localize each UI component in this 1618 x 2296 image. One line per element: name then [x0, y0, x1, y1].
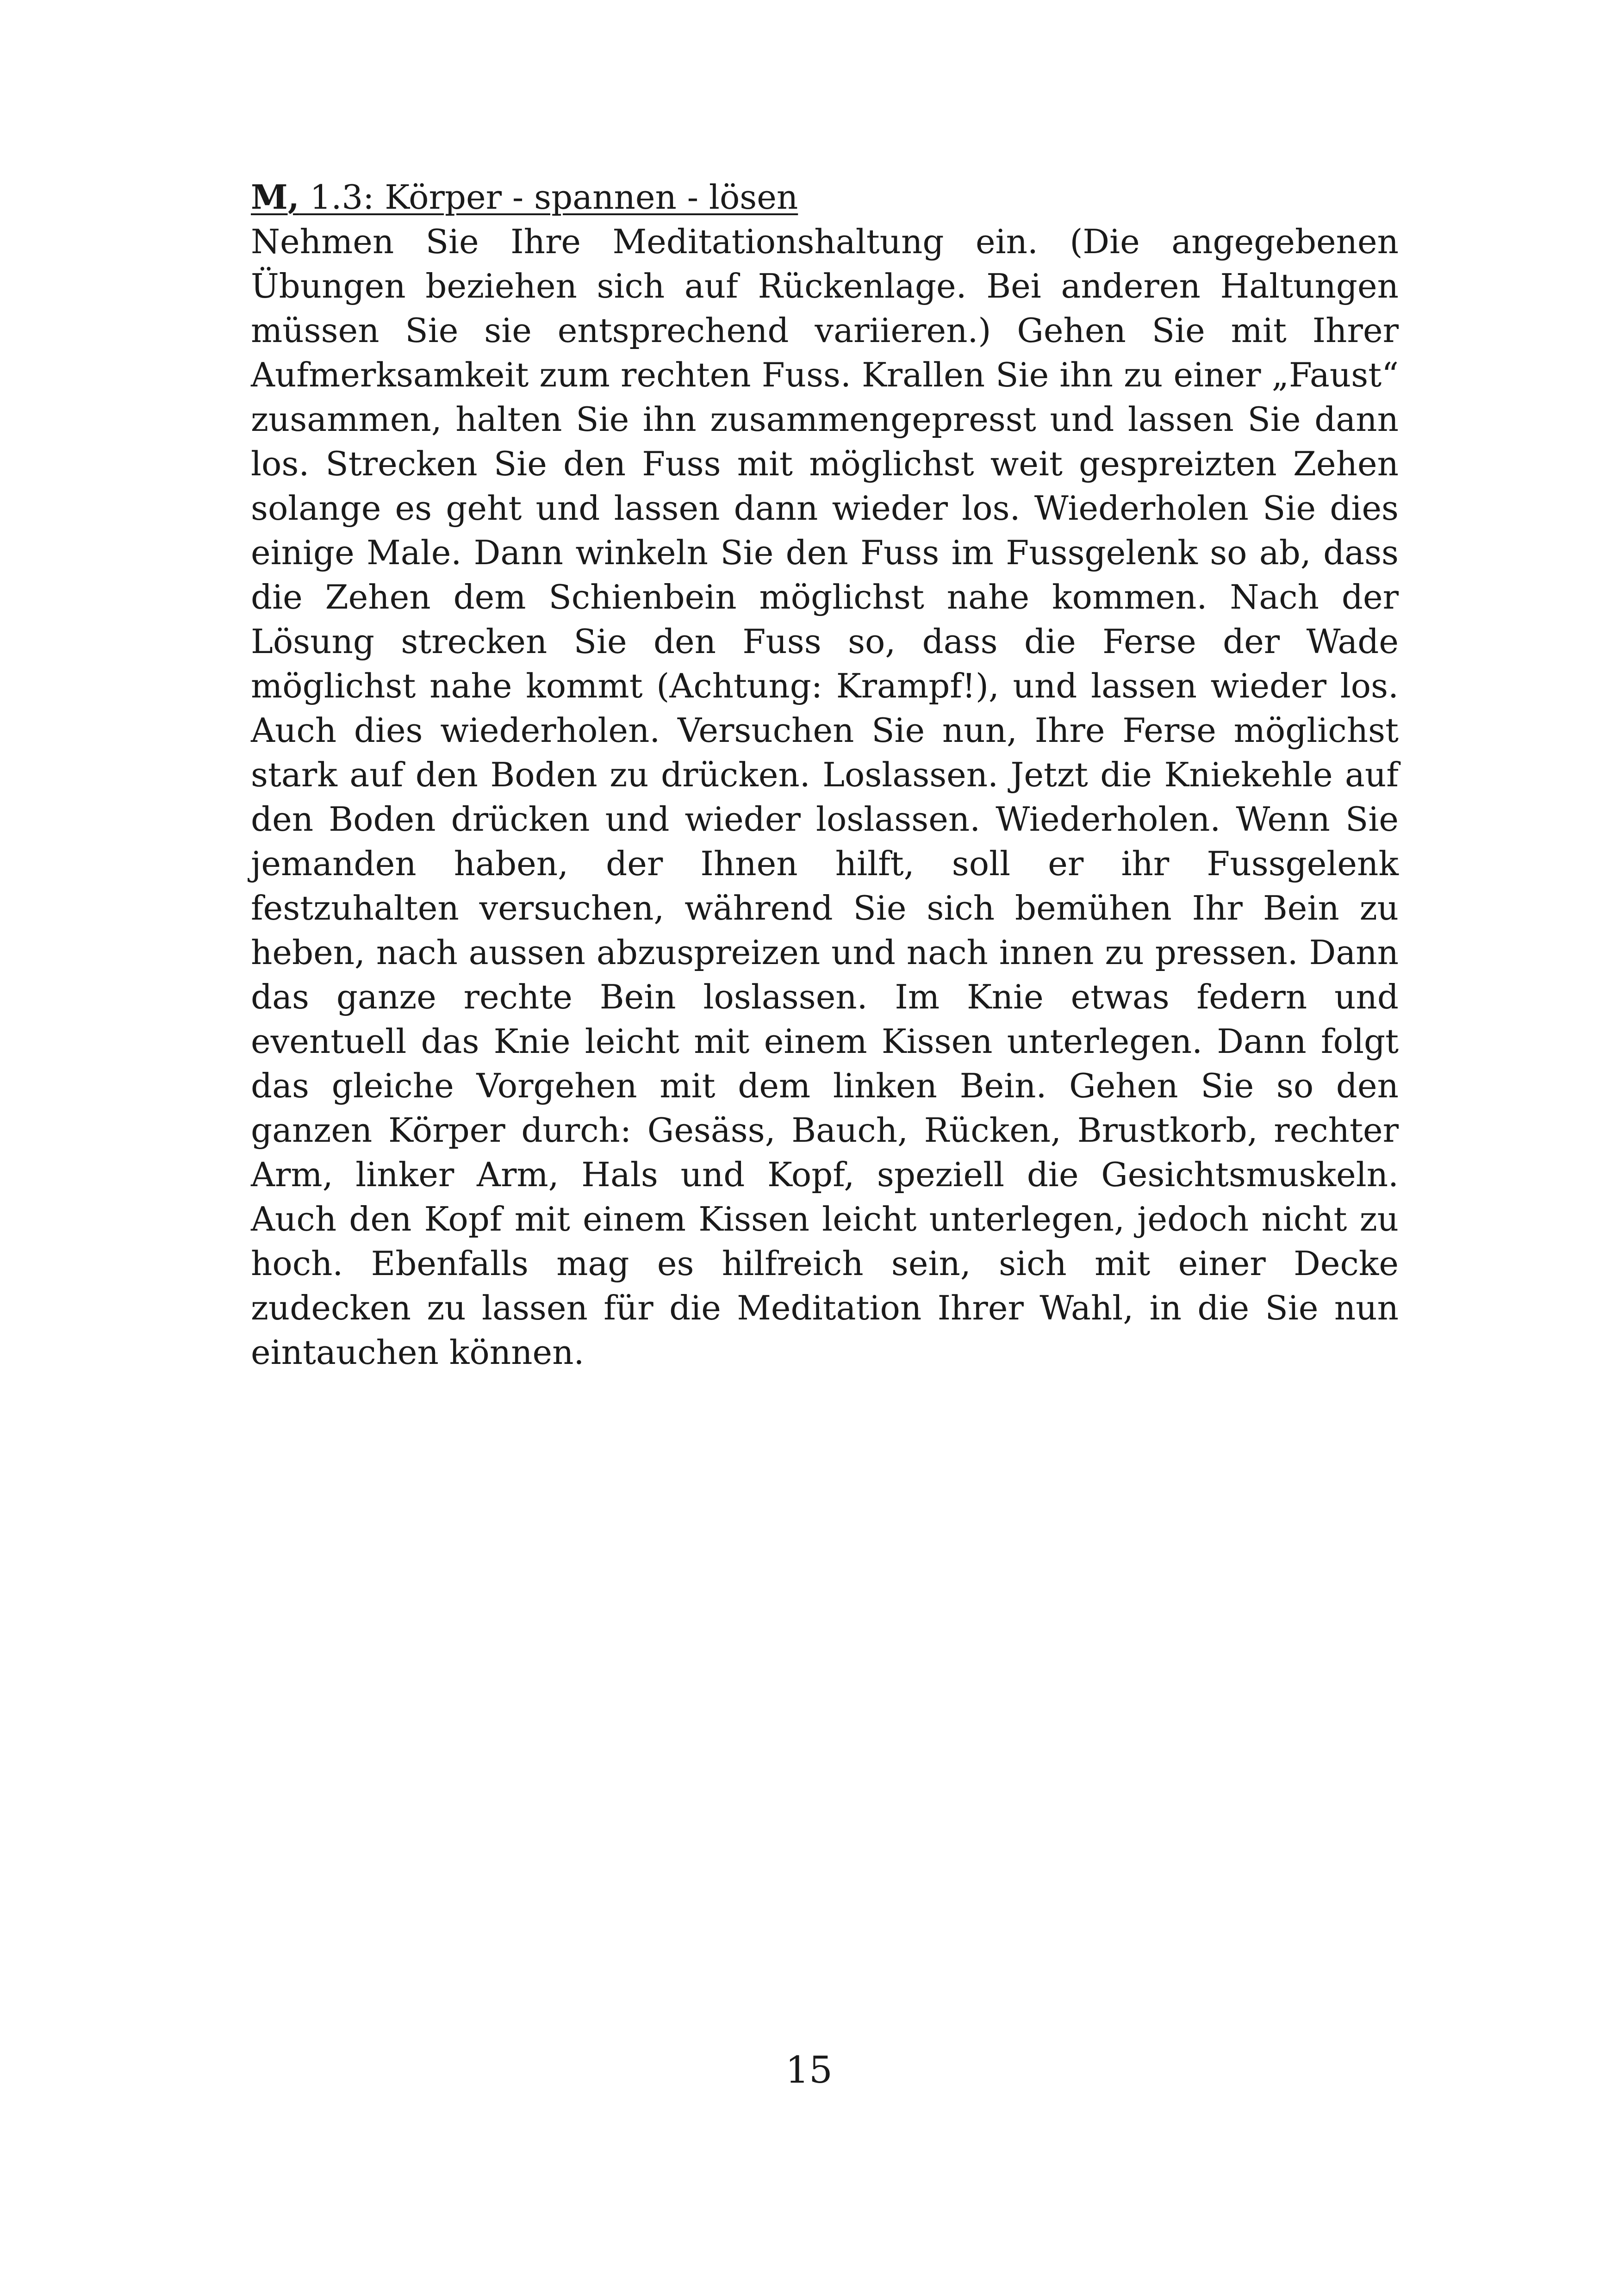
page-number: 15 [785, 2048, 833, 2091]
section-label: M, [251, 177, 299, 217]
body-paragraph: Nehmen Sie Ihre Meditationshaltung ein. (Die angegebenen Übungen beziehen sich auf Rückenlage. Bei anderen Haltungen müssen Sie sie entsprechend variieren.) Gehen Sie mit Ihrer Aufmerksamkeit zum rechten Fuss. Krallen Sie ihn zu einer „Faust“ zusammen, halten Sie ihn zusammengepresst und lassen Sie dann los. Strecken Sie den Fuss mit möglichst weit gespreizten Zehen solange es geht und lassen dann wieder los. Wiederholen Sie dies einige Male. Dann winkeln Sie den Fuss im Fussgelenk so ab, dass die Zehen dem Schienbein möglichst nahe kommen. Nach der Lösung strecken Sie den Fuss so, dass die Ferse der Wade möglichst nahe kommt (Achtung: Krampf!), und lassen wieder los. Auch dies wiederholen. Versuchen Sie nun, Ihre Ferse möglichst stark auf den Boden zu drücken. Loslassen. Jetzt die Kniekehle auf den Boden drücken und wieder loslassen. Wiederholen. Wenn Sie jemanden haben, der Ihnen hilft, soll er ihr Fussgelenk festzuhalten versuchen, während Sie sich bemühen Ihr Bein zu heben, nach aussen abzuspreizen und nach innen zu pressen. Dann das ganze rechte Bein loslassen. Im Knie etwas federn und eventuell das Knie leicht mit einem Kissen unterlegen. Dann folgt das gleiche Vorgehen mit dem linken Bein. Gehen Sie so den ganzen Körper durch: Gesäss, Bauch, Rücken, Brustkorb, rechter Arm, linker Arm, Hals und Kopf, speziell die Gesichtsmuskeln. Auch den Kopf mit einem Kissen leicht unterlegen, jedoch nicht zu hoch. Ebenfalls mag es hilfreich sein, sich mit einer Decke zudecken zu lassen für die Meditation Ihrer Wahl, in die Sie nun eintauchen können. [251, 222, 1399, 1372]
text-block [251, 175, 1399, 1375]
section-title: 1.3: Körper - spannen - lösen [299, 178, 798, 217]
section-heading [251, 175, 1399, 219]
